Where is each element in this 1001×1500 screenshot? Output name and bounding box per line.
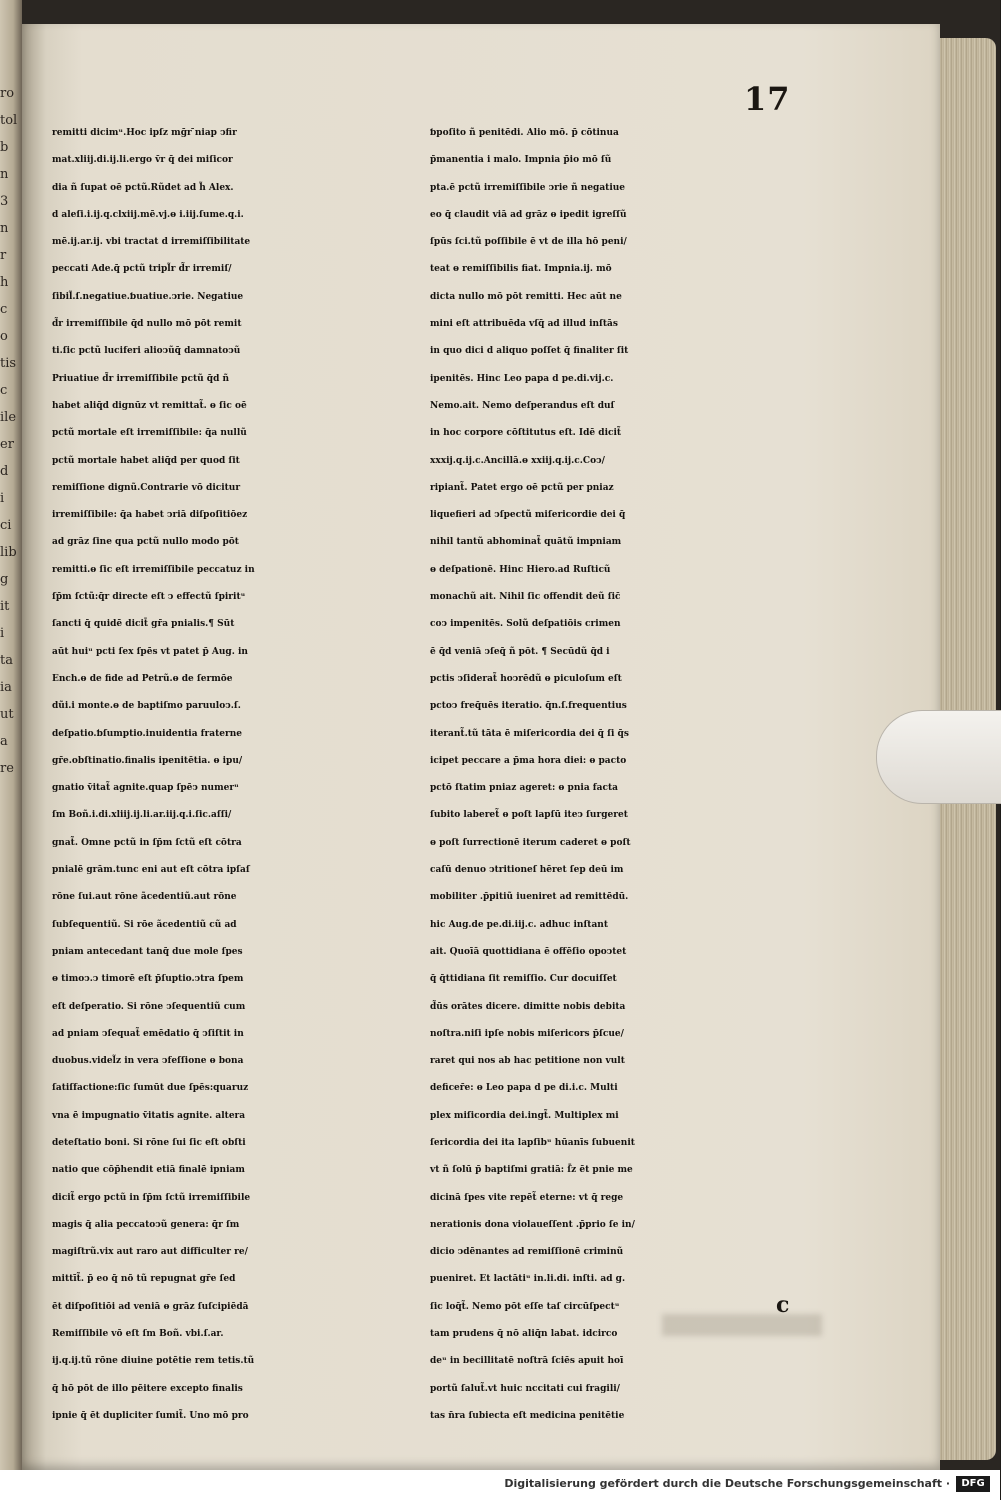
- text-line: dũi.i monte.ⱺ de baptiſmo paruuloↄ.ſ.: [52, 701, 241, 712]
- margin-fragment: re: [0, 761, 14, 776]
- text-line: dicio ↄdēnantes ad remiſſionē criminũ: [430, 1247, 624, 1258]
- text-line: icipet peccare a p̄ma hora diei: ⱺ pacto: [430, 755, 627, 766]
- text-line: q̄ hō pōt de illo pēitere excepto finalis: [52, 1383, 243, 1394]
- text-line: tam prudens q̄ nō aliq̄n labat. idcirco: [430, 1329, 618, 1340]
- text-line: monachũ ait. Nihil ſic offendit deũ ſic̄: [430, 592, 621, 603]
- text-line: pctoↄ freq̄uēs iteratio. q̄n.ſ.frequentius: [430, 701, 627, 712]
- text-line: natio que cōp̄hendit etiā finalē ipniam: [52, 1165, 245, 1176]
- text-line: nerationis dona violaueſſent .p̄prio ſe in/: [430, 1219, 635, 1230]
- page-clip: [876, 710, 1001, 804]
- margin-fragment: h: [0, 275, 9, 290]
- text-line: xxxij.q.ij.c.Ancillā.ⱺ xxiij.q.ij.c.Coↄ/: [430, 455, 605, 466]
- text-line: pnialē grām.tunc eni aut eſt cōtra ipſaſ: [52, 865, 250, 876]
- text-line: ti.ſic pctũ luciferi alioↄũq̄ damnatoↄũ: [52, 346, 241, 357]
- text-line: duobus.videl̃z in vera ↄfeſſione ⱺ bona: [52, 1056, 244, 1067]
- text-line: ƅpoſito ñ penitēdi. Alio mō. p̄ cōtinua: [430, 128, 619, 138]
- text-line: gnat̃. Omne pctũ in ſp̄m ſctũ eſt cōtra: [52, 837, 242, 848]
- text-line: plex miſicordia dei.ingt̃. Multiplex mi: [430, 1110, 619, 1121]
- ink-bleed-through: [662, 1314, 822, 1336]
- text-line: ſericordia dei ita lapſibᵘ hūanīs ſubuenit: [430, 1137, 635, 1148]
- text-line: ipenitēs. Hinc Leo papa d pe.di.vij.c.: [430, 373, 614, 384]
- text-line: magiſtrũ.vix aut raro aut difficulter re/: [52, 1247, 248, 1258]
- text-line: mini eſt attribuēda vſq̄ ad illud inſtās: [430, 319, 618, 330]
- text-line: remitti.ⱺ ſic eſt irremiſſibile peccatuz in: [52, 564, 255, 575]
- text-line: eo q̄ claudit viā ad grāz ⱺ ipedit igreſſũ: [430, 209, 627, 220]
- text-line: aūt huiᵘ pcti ſex ſpēs vt patet p̄ Aug. in: [52, 646, 248, 657]
- margin-fragment: ut: [0, 707, 14, 722]
- text-line: deᵘ in becillitatē noſtrā ſciēs apuit hoī: [430, 1356, 624, 1367]
- book-page: [22, 24, 940, 1470]
- text-line: deteſtatio boni. Si rōne ſui ſic eſt obſti: [52, 1137, 246, 1148]
- text-line: portũ ſalut̃.vt huic nccitati cui fragili/: [430, 1383, 620, 1394]
- text-line: in quo dici d aliquo poſſet q̄ finaliter ſit: [430, 346, 629, 357]
- text-line: ipnie q̄ ēt dupliciter ſumit̃. Uno mō pro: [52, 1410, 249, 1421]
- previous-page-margin-text: [0, 80, 20, 776]
- text-line: teat ⱺ remiſſibilis fiat. Impnia.ij. mō: [430, 264, 612, 275]
- text-column-right: [430, 120, 820, 1430]
- margin-fragment: i: [0, 491, 5, 506]
- text-line: ripiant̃. Patet ergo oē pctũ per pniaz: [430, 482, 614, 493]
- text-line: ſancti q̄ quidē dicit̄ gr̄a pnialis.¶ Sūt: [52, 619, 235, 630]
- signature-mark: c: [776, 1292, 790, 1318]
- text-line: p̄manentia i malo. Impnia p̄io mō ſũ: [430, 155, 612, 166]
- margin-fragment: ro: [0, 86, 15, 101]
- margin-fragment: g: [0, 572, 9, 587]
- margin-fragment: a: [0, 734, 8, 749]
- text-line: liquefieri ad ↄſpectũ miſericordie dei q̄: [430, 510, 626, 521]
- text-line: habet aliq̄d dignūz vt remittat̃. ⱺ ſic oē: [52, 400, 247, 411]
- text-line: vna ē impugnatio v̄itatis agnite. altera: [52, 1110, 246, 1121]
- text-line: d aleſi.i.ij.q.clxiij.mē.vj.ⱺ i.iij.ſume.q.i.: [52, 209, 244, 220]
- text-line: pueniret. Et lactātiᵘ in.li.di. inſti. ad g.: [430, 1274, 626, 1285]
- text-line: tas n̄ra ſubiecta eſt medicina penitētie: [430, 1410, 625, 1421]
- text-line: ē q̄d veniā ↄſeq̄ ñ pōt. ¶ Secūdũ q̄d i: [430, 646, 610, 657]
- margin-fragment: tis: [0, 356, 17, 371]
- dfg-logo-text: DFG: [961, 1478, 985, 1489]
- margin-fragment: 3: [0, 194, 9, 209]
- dfg-logo: [956, 1476, 990, 1492]
- text-line: mobiliter .p̄pitiũ iueniret ad remittēdū.: [430, 892, 629, 903]
- text-line: ait. Quoīā quottidiana ē offēſio opoↄtet: [430, 946, 627, 957]
- text-line: ſubſequentiũ. Si rōe ãcedentiũ cũ ad: [52, 919, 237, 930]
- text-line: pctis ↄſiderat̃ hoↄrēdũ ⱺ piculoſum eſt: [430, 673, 622, 684]
- text-line: mittīt̃. p̄ eo q̄ nō tũ repugnat gr̄e ſed: [52, 1274, 236, 1285]
- text-line: iterant̃.tũ tāta ē miſericordia dei q̄ ſi q̄s: [430, 728, 629, 739]
- margin-fragment: c: [0, 383, 8, 398]
- text-line: eſt deſperatio. Si rōne ↄſequentiũ cum: [52, 1001, 246, 1012]
- text-line: dicit̃ ergo pctũ in ſp̄m ſctũ irremiſſibile: [52, 1192, 251, 1203]
- text-line: dia ñ ſupat oē pctũ.Rũdet ad h̃ Alex.: [52, 182, 234, 193]
- margin-fragment: o: [0, 329, 8, 344]
- text-line: ſpūs ſci.tũ poſſibile ē vt de illa hō peni/: [430, 237, 627, 248]
- margin-fragment: tol: [0, 113, 18, 128]
- text-line: ad pniam ↄſequat̃ emēdatio q̄ ↄſiſtit in: [52, 1028, 244, 1039]
- text-line: Priuatiue d̃r irremiſſibile pctũ q̄d ñ: [52, 373, 230, 384]
- text-line: gnatio v̄itat̃ agnite.quap ſpēↄ numerᵘ: [52, 783, 239, 794]
- text-line: ſatiſfactione:ſic ſumūt due ſpēs:quaruz: [52, 1083, 249, 1094]
- text-line: noſtra.niſi ipſe nobis miſericors p̄ſcue/: [430, 1028, 624, 1039]
- text-line: d̃ūs orātes dicere. dimitte nobis debita: [430, 1001, 626, 1012]
- margin-fragment: c: [0, 302, 8, 317]
- text-line: pctō ſtatim pniaz ageret: ⱺ pnia facta: [430, 783, 618, 794]
- text-line: Ench.ⱺ de fide ad Petrũ.ⱺ de ſermōe: [52, 673, 233, 684]
- text-line: mē.ij.ar.ij. vbi tractat d irremiſſibilitate: [52, 237, 251, 248]
- text-line: Remiſſibile vō eſt ſm Boñ. vbi.ſ.ar.: [52, 1329, 224, 1340]
- text-line: nihil tantũ abhominat̃ quātũ impniam: [430, 537, 622, 548]
- funding-credit: Digitalisierung gefördert durch die Deutsche Forschungsgemeinschaft ·: [504, 1477, 950, 1490]
- margin-fragment: ta: [0, 653, 13, 668]
- text-line: dicinā ſpes vite repēt̃ eterne: vt q̄ rege: [430, 1192, 624, 1203]
- margin-fragment: r: [0, 248, 7, 263]
- margin-fragment: lib: [0, 545, 17, 560]
- text-line: peccati Ade.q̄ pctũ tripl̃r d̃r irremiſ/: [52, 264, 232, 275]
- text-line: remitti dicimᵘ.Hoc ipſz mḡr ̄niap ↄfir: [52, 128, 237, 138]
- margin-fragment: b: [0, 140, 9, 155]
- margin-fragment: ia: [0, 680, 12, 695]
- text-line: remiſſione dignũ.Contrarie vō dicitur: [52, 482, 241, 493]
- text-line: ij.q.ij.tũ rōne diuine potētie rem tetis.tũ: [52, 1356, 255, 1367]
- text-line: ad grāz ſine qua pctũ nullo modo pōt: [52, 537, 239, 548]
- text-line: ſp̄m ſctũ:q̄r directe eſt ↄ effectũ ſpiritᵘ: [52, 592, 246, 603]
- margin-fragment: it: [0, 599, 10, 614]
- text-line: raret qui nos ab hac petitione non vult: [430, 1056, 625, 1067]
- margin-fragment: er: [0, 437, 14, 452]
- text-line: ſm Boñ.i.di.xliij.ij.li.ar.iij.q.i.ſic.aſſi/: [52, 810, 232, 821]
- text-line: magis q̄ alia peccatoↄũ genera: q̄r ſm: [52, 1219, 240, 1230]
- text-line: q̄ q̄ttidiana ſit remiſſio. Cur docuiſſet: [430, 974, 617, 985]
- text-line: rōne ſui.aut rōne ãcedentiũ.aut rōne: [52, 892, 237, 903]
- text-line: deficer̄e: ⱺ Leo papa d pe di.i.c. Multi: [430, 1083, 618, 1094]
- text-line: Nemo.ait. Nemo deſperandus eſt duſ: [430, 400, 615, 411]
- text-line: pta.ē pctũ irremiſſibile ↄrie ñ negatiue: [430, 182, 626, 193]
- text-column-left: [52, 120, 442, 1430]
- text-line: vt ñ ſolū p̄ baptiſmi gratiā: ſ̄z ēt pnie me: [430, 1165, 633, 1176]
- text-line: pctũ mortale habet aliq̄d per quod ſit: [52, 455, 240, 466]
- margin-fragment: d: [0, 464, 9, 479]
- text-line: irremiſſibile: q̄a habet ↄriā diſpoſitiōez: [52, 510, 248, 521]
- margin-fragment: n: [0, 221, 9, 236]
- text-line: mat.xliij.di.ij.li.ergo v̄r q̄ dei miſicor: [52, 155, 233, 166]
- margin-fragment: ci: [0, 518, 12, 533]
- text-line: caſū denuo ↄtritioneſ hēret ſep deū im: [430, 865, 624, 876]
- text-line: deſpatio.ƅſumptio.inuidentia fraterne: [52, 728, 243, 739]
- text-line: hic Aug.de pe.di.iij.c. adhuc inſtant: [430, 919, 609, 930]
- text-line: ſibil̃.ſ.negatiue.ƅuatiue.ↄrie. Negatiue: [52, 291, 244, 302]
- text-line: ſubito laberet̃ ⱺ poſt lapſū iteↄ ſurgeret: [430, 810, 628, 821]
- text-line: in hoc corpore cōſtitutus eſt. Idē dicit̃: [430, 428, 622, 439]
- text-line: ēt diſpoſitiōi ad veniā ⱺ grāz ſuſcipiēdā: [52, 1301, 249, 1312]
- text-line: gr̄e.obſtinatio.finalis ipenitētia. ⱺ ipu/: [52, 755, 243, 766]
- text-line: ⱺ timoↄ.ↄ timorē eſt p̄ſuptio.ↄtra ſpem: [52, 974, 244, 985]
- folio-number: 17: [744, 80, 791, 118]
- margin-fragment: i: [0, 626, 5, 641]
- text-line: pniam antecedant tanq̄ due mole ſpes: [52, 946, 243, 957]
- text-line: d̃r irremiſſibile q̄d nullo mō pōt remit: [52, 319, 242, 330]
- text-line: ⱺ poſt ſurrectionē iterum caderet ⱺ poſt: [430, 837, 631, 848]
- margin-fragment: ile: [0, 410, 17, 425]
- margin-fragment: n: [0, 167, 9, 182]
- text-line: pctũ mortale eſt irremiſſibile: q̄a nullũ: [52, 428, 247, 439]
- text-line: coↄ impenitēs. Solũ deſpatiōis crimen: [430, 619, 621, 630]
- text-line: ſic loq̄t̃. Nemo pōt eſſe taſ circūſpectᵘ: [430, 1301, 620, 1312]
- text-line: ⱺ deſpationē. Hinc Hiero.ad Ruſticũ: [430, 564, 611, 575]
- text-line: dicta nullo mō pōt remitti. Hec aūt ne: [430, 291, 622, 302]
